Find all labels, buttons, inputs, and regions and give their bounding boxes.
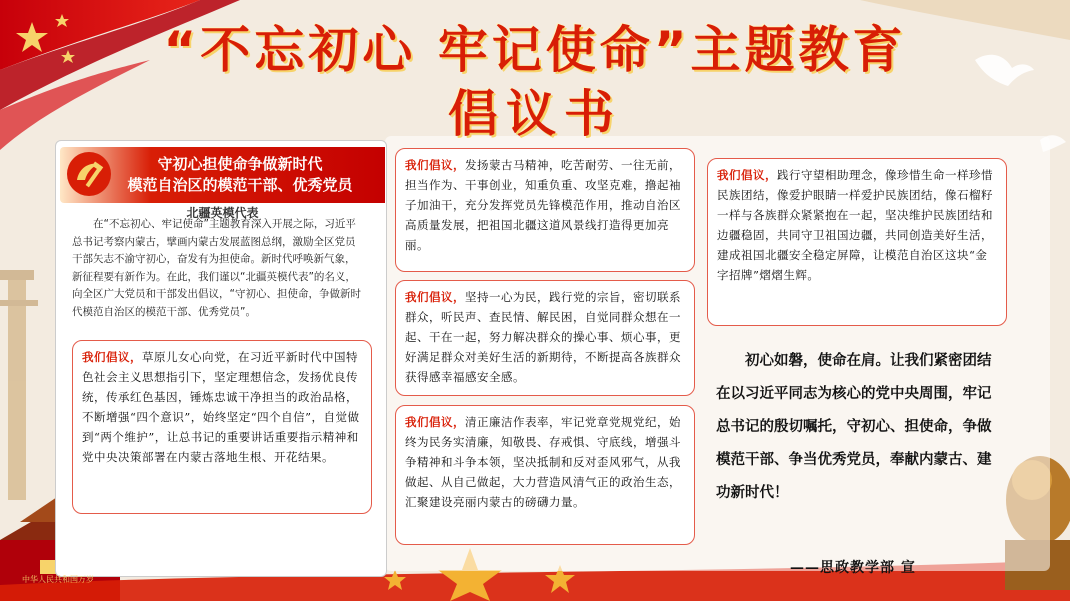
proposal-box-middle-2: [395, 280, 695, 396]
proposal-box-middle-3: [395, 405, 695, 545]
banner-title-line1: 守初心担使命争做新时代: [157, 155, 323, 173]
banner-subtitle: 北疆英模代表: [186, 206, 259, 220]
intro-paragraph: 在“不忘初心、牢记使命”主题教育深入开展之际，习近平总书记考察内蒙古，擘画内蒙古发展蓝图总纲，激励全区党员干部矢志不渝守初心，奋发有为担使命。新时代呼唤新气象，新征程要有新作为。在此，我们谨以“北疆英模代表”的名义，向全区广大党员和干部发出倡议，“守初心、担使命，争做新时代模范自治区的模范干部、优秀党员”。: [72, 218, 361, 318]
proposal-lead: 我们倡议，: [717, 168, 777, 182]
banner-title-line2: 模范自治区的模范干部、优秀党员: [127, 176, 353, 194]
huabiao-icon: [0, 270, 38, 500]
proposal-text: 发扬蒙古马精神，吃苦耐劳、一往无前，担当作为、干事创业，知重负重、攻坚克难，撸起袖子加油干，充分发挥党员先锋模范作用，推动自治区高质量发展，把祖国北疆这道风景线打造得更加亮丽。: [405, 158, 681, 252]
closing-paragraph: 初心如磐，使命在肩。让我们紧密团结在以习近平同志为核心的党中央周围，牢记总书记的殷切嘱托，守初心、担使命，争做模范干部、争当优秀党员，奉献内蒙古、建功新时代！: [716, 352, 992, 501]
tiananmen-sign: 中华人民共和国万岁: [22, 575, 94, 584]
page-title: “不忘初心 牢记使命”主题教育: [163, 21, 907, 79]
proposal-lead: 我们倡议，: [405, 415, 465, 429]
proposal-text: 践行守望相助理念，像珍惜生命一样珍惜民族团结，像爱护眼睛一样爱护民族团结，像石榴籽一样与各族群众紧紧抱在一起，坚决维护民族团结和边疆稳固，共同守卫祖国边疆，共同创造美好生活，建成祖国北疆安全稳定屏障，让模范自治区这块“金字招牌”熠熠生辉。: [717, 168, 993, 282]
proposal-lead: 我们倡议，: [405, 158, 465, 172]
proposal-lead: 我们倡议，: [82, 350, 142, 364]
proposal-box-left: [72, 340, 372, 514]
signature: ——思政教学部 宣: [790, 560, 916, 576]
proposal-box-right: [707, 158, 1007, 326]
page-subtitle: 倡议书: [448, 85, 622, 143]
proposal-lead: 我们倡议，: [405, 290, 465, 304]
proposal-text: 坚持一心为民，践行党的宗旨，密切联系群众，听民声、查民情、解民困，自觉同群众想在一起、干在一起，努力解决群众的操心事、烦心事，更好满足群众对美好生活的新期待，不断提高各族群众获得感幸福感安全感。: [405, 290, 681, 384]
proposal-box-middle-1: [395, 148, 695, 272]
proposal-text: 草原儿女心向党，在习近平新时代中国特色社会主义思想指引下，坚定理想信念，发扬优良传统，传承红色基因，锤炼忠诚干净担当的政治品格，不断增强“四个意识”，始终坚定“四个自信”，自觉做到“两个维护”，让总书记的重要讲话重要指示精神和党中央决策部署在内蒙古落地生根、开花结果。: [82, 350, 360, 464]
proposal-text: 清正廉洁作表率，牢记党章党规党纪，始终为民务实清廉，知敬畏、存戒惧、守底线，增强斗争精神和斗争本领，坚决抵制和反对歪风邪气，从我做起、从自己做起，大力营造风清气正的政治生态，汇聚建设亮丽内蒙古的磅礴力量。: [405, 415, 681, 509]
